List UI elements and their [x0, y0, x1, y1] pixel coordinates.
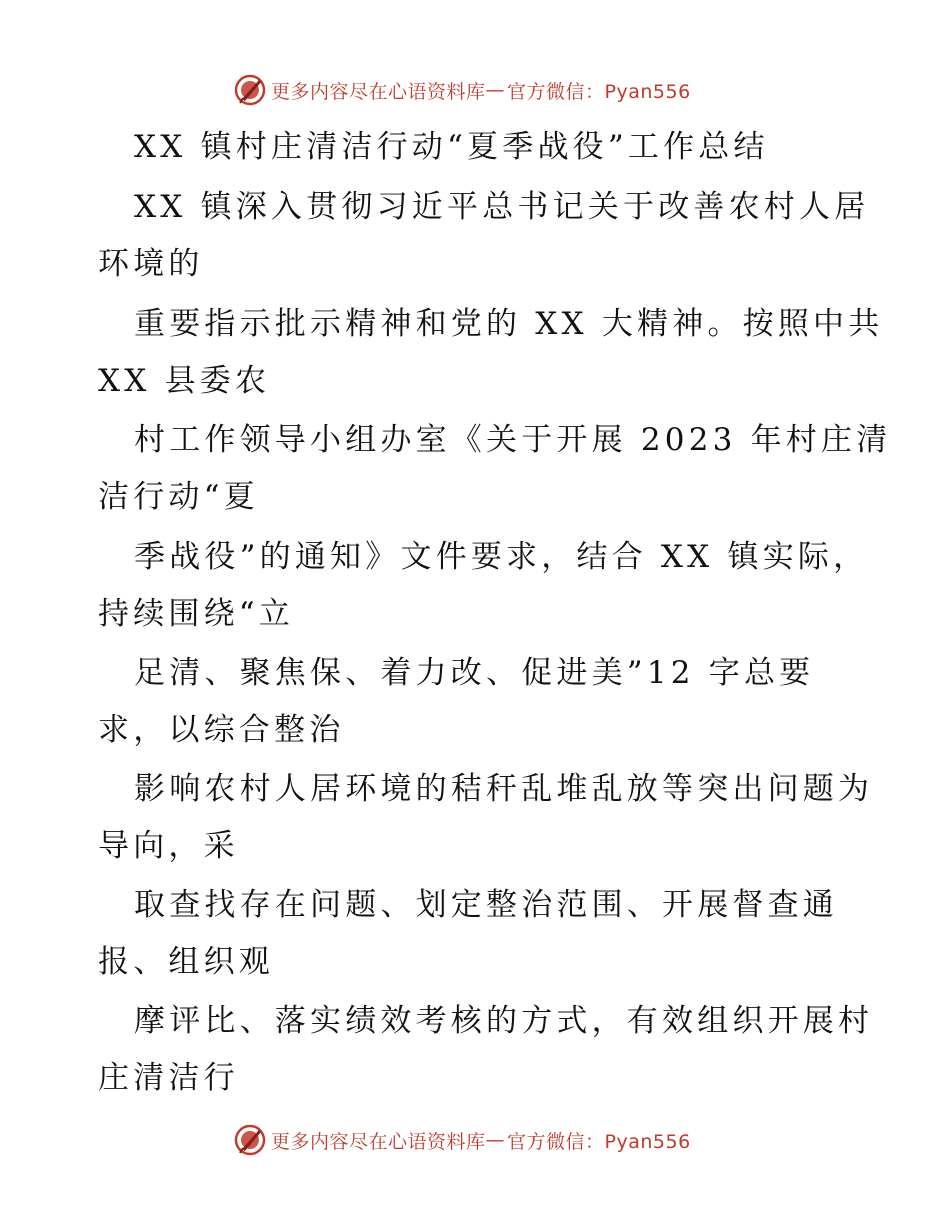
quill-seal-logo-icon	[233, 1123, 267, 1157]
watermark-footer	[233, 1120, 691, 1160]
paragraph-line: 摩评比、落实绩效考核的方式，有效组织开展村	[134, 1003, 874, 1039]
paragraph-line: 庄清洁行	[98, 1060, 239, 1096]
paragraph-line: 取查找存在问题、划定整治范围、开展督查通	[134, 887, 838, 923]
paragraph-line: 足清、聚焦保、着力改、促进美”12 字总要	[134, 655, 815, 691]
watermark-dash: —	[485, 1129, 506, 1151]
paragraph-line: 季战役”的通知》文件要求，结合 XX 镇实际，	[134, 539, 869, 575]
paragraph-line: 村工作领导小组办室《关于开展 2023 年村庄清	[134, 422, 892, 458]
paragraph-line: 洁行动“夏	[98, 479, 259, 515]
watermark-contact: 官方微信：Pyan556	[507, 80, 691, 103]
watermark-dash: —	[485, 79, 506, 101]
paragraph-line: 导向，采	[98, 828, 239, 864]
quill-seal-logo-icon	[233, 73, 267, 107]
document-title: XX 镇村庄清洁行动“夏季战役”工作总结	[134, 129, 769, 165]
paragraph-line: 报、组织观	[98, 944, 274, 980]
watermark-contact: 官方微信：Pyan556	[507, 1130, 691, 1153]
watermark-header	[233, 70, 691, 110]
paragraph-line: XX 镇深入贯彻习近平总书记关于改善农村人居	[134, 189, 870, 225]
paragraph-line: 重要指示批示精神和党的 XX 大精神。按照中共	[134, 306, 884, 342]
paragraph-line: 影响农村人居环境的秸秆乱堆乱放等突出问题为	[134, 771, 874, 807]
paragraph-line: 持续围绕“立	[98, 596, 295, 632]
paragraph-line: XX 县委农	[98, 363, 271, 399]
watermark-text: 更多内容尽在心语资料库	[271, 1130, 486, 1153]
paragraph-line: 环境的	[98, 246, 204, 282]
paragraph-line: 求，以综合整治	[98, 712, 345, 748]
watermark-text: 更多内容尽在心语资料库	[271, 80, 486, 103]
